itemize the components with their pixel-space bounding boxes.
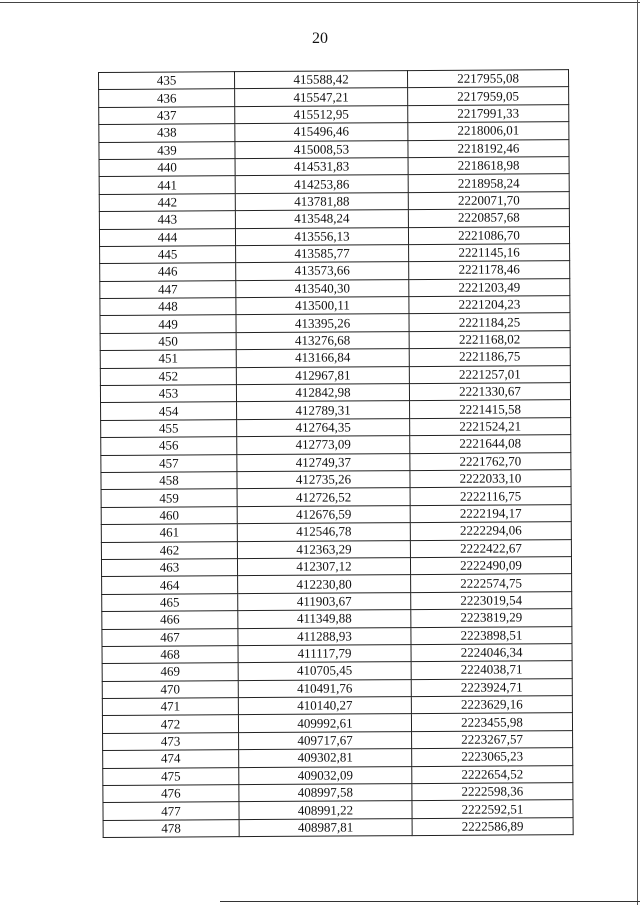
x-coordinate-cell: 412676,59 <box>237 505 410 523</box>
y-coordinate-cell: 2221257,01 <box>409 365 570 383</box>
point-number-cell: 471 <box>102 698 238 716</box>
point-number-cell: 450 <box>100 333 236 351</box>
point-number-cell: 459 <box>101 489 237 507</box>
x-coordinate-cell: 415547,21 <box>235 88 408 106</box>
y-coordinate-cell: 2221524,21 <box>410 417 571 435</box>
y-coordinate-cell: 2222586,89 <box>412 817 573 835</box>
x-coordinate-cell: 412726,52 <box>237 488 410 506</box>
y-coordinate-cell: 2224038,71 <box>411 661 572 679</box>
point-number-cell: 456 <box>101 437 237 455</box>
x-coordinate-cell: 412749,37 <box>237 453 410 471</box>
point-number-cell: 454 <box>101 402 237 420</box>
coordinates-table-wrapper <box>98 69 574 838</box>
point-number-cell: 449 <box>100 315 236 333</box>
point-number-cell: 476 <box>103 785 239 803</box>
x-coordinate-cell: 411288,93 <box>238 627 411 645</box>
x-coordinate-cell: 412307,12 <box>237 558 410 576</box>
x-coordinate-cell: 413548,24 <box>235 210 408 228</box>
point-number-cell: 461 <box>101 524 237 542</box>
x-coordinate-cell: 415512,95 <box>235 105 408 123</box>
y-coordinate-cell: 2221186,75 <box>409 348 570 366</box>
point-number-cell: 455 <box>101 419 237 437</box>
y-coordinate-cell: 2218958,24 <box>408 174 569 192</box>
x-coordinate-cell: 412230,80 <box>238 575 411 593</box>
point-number-cell: 467 <box>102 628 238 646</box>
point-number-cell: 457 <box>101 454 237 472</box>
y-coordinate-cell: 2222294,06 <box>410 522 571 540</box>
x-coordinate-cell: 408997,58 <box>239 784 412 802</box>
x-coordinate-cell: 413166,84 <box>236 349 409 367</box>
point-number-cell: 440 <box>99 159 235 177</box>
y-coordinate-cell: 2222592,51 <box>412 800 573 818</box>
point-number-cell: 438 <box>99 124 235 142</box>
x-coordinate-cell: 415008,53 <box>235 140 408 158</box>
point-number-cell: 437 <box>99 106 235 124</box>
x-coordinate-cell: 411117,79 <box>238 644 411 662</box>
x-coordinate-cell: 410705,45 <box>238 662 411 680</box>
y-coordinate-cell: 2221184,25 <box>409 313 570 331</box>
x-coordinate-cell: 413500,11 <box>236 297 409 315</box>
x-coordinate-cell: 415496,46 <box>235 123 408 141</box>
point-number-cell: 477 <box>103 802 239 820</box>
point-number-cell: 463 <box>101 559 237 577</box>
point-number-cell: 443 <box>99 211 235 229</box>
y-coordinate-cell: 2223267,57 <box>412 730 573 748</box>
x-coordinate-cell: 412764,35 <box>237 418 410 436</box>
point-number-cell: 469 <box>102 663 238 681</box>
x-coordinate-cell: 411349,88 <box>238 610 411 628</box>
x-coordinate-cell: 409032,09 <box>239 766 412 784</box>
x-coordinate-cell: 412735,26 <box>237 471 410 489</box>
x-coordinate-cell: 412842,98 <box>236 384 409 402</box>
x-coordinate-cell: 413276,68 <box>236 331 409 349</box>
x-coordinate-cell: 412967,81 <box>236 366 409 384</box>
y-coordinate-cell: 2217955,08 <box>407 70 568 88</box>
x-coordinate-cell: 414531,83 <box>235 158 408 176</box>
x-coordinate-cell: 412789,31 <box>237 401 410 419</box>
point-number-cell: 451 <box>100 350 236 368</box>
y-coordinate-cell: 2222422,67 <box>410 539 571 557</box>
y-coordinate-cell: 2221204,23 <box>409 296 570 314</box>
page-edge-bottom <box>220 901 640 902</box>
point-number-cell: 452 <box>100 367 236 385</box>
point-number-cell: 441 <box>99 176 235 194</box>
y-coordinate-cell: 2221644,08 <box>410 435 571 453</box>
point-number-cell: 464 <box>102 576 238 594</box>
y-coordinate-cell: 2221086,70 <box>408 226 569 244</box>
point-number-cell: 462 <box>101 541 237 559</box>
y-coordinate-cell: 2218006,01 <box>408 122 569 140</box>
point-number-cell: 468 <box>102 646 238 664</box>
y-coordinate-cell: 2221168,02 <box>409 330 570 348</box>
x-coordinate-cell: 413781,88 <box>235 192 408 210</box>
y-coordinate-cell: 2221145,16 <box>409 244 570 262</box>
point-number-cell: 436 <box>99 89 235 107</box>
point-number-cell: 453 <box>100 385 236 403</box>
x-coordinate-cell: 411903,67 <box>238 592 411 610</box>
x-coordinate-cell: 413556,13 <box>235 227 408 245</box>
x-coordinate-cell: 408991,22 <box>239 801 412 819</box>
x-coordinate-cell: 415588,42 <box>235 71 408 89</box>
point-number-cell: 460 <box>101 506 237 524</box>
point-number-cell: 439 <box>99 141 235 159</box>
y-coordinate-cell: 2222194,17 <box>410 504 571 522</box>
x-coordinate-cell: 413573,66 <box>236 262 409 280</box>
point-number-cell: 447 <box>100 280 236 298</box>
point-number-cell: 442 <box>99 193 235 211</box>
y-coordinate-cell: 2221178,46 <box>409 261 570 279</box>
y-coordinate-cell: 2218192,46 <box>408 139 569 157</box>
y-coordinate-cell: 2218618,98 <box>408 157 569 175</box>
point-number-cell: 448 <box>100 298 236 316</box>
y-coordinate-cell: 2220071,70 <box>408 191 569 209</box>
x-coordinate-cell: 410140,27 <box>238 697 411 715</box>
y-coordinate-cell: 2222490,09 <box>410 557 571 575</box>
x-coordinate-cell: 413395,26 <box>236 314 409 332</box>
y-coordinate-cell: 2222654,52 <box>412 765 573 783</box>
x-coordinate-cell: 409717,67 <box>239 731 412 749</box>
y-coordinate-cell: 2221330,67 <box>409 383 570 401</box>
y-coordinate-cell: 2223065,23 <box>412 748 573 766</box>
y-coordinate-cell: 2222598,36 <box>412 783 573 801</box>
point-number-cell: 458 <box>101 472 237 490</box>
y-coordinate-cell: 2223924,71 <box>411 678 572 696</box>
y-coordinate-cell: 2220857,68 <box>408 209 569 227</box>
y-coordinate-cell: 2223629,16 <box>411 696 572 714</box>
x-coordinate-cell: 414253,86 <box>235 175 408 193</box>
point-number-cell: 474 <box>103 750 239 768</box>
x-coordinate-cell: 409302,81 <box>239 749 412 767</box>
y-coordinate-cell: 2217991,33 <box>408 104 569 122</box>
y-coordinate-cell: 2221762,70 <box>410 452 571 470</box>
y-coordinate-cell: 2223455,98 <box>411 713 572 731</box>
point-number-cell: 435 <box>99 72 235 90</box>
point-number-cell: 446 <box>100 263 236 281</box>
point-number-cell: 475 <box>103 767 239 785</box>
point-number-cell: 465 <box>102 593 238 611</box>
y-coordinate-cell: 2223819,29 <box>411 609 572 627</box>
page-edge-right <box>637 0 638 905</box>
x-coordinate-cell: 412546,78 <box>237 523 410 541</box>
coordinates-table <box>98 69 574 838</box>
y-coordinate-cell: 2222574,75 <box>411 574 572 592</box>
y-coordinate-cell: 2222116,75 <box>410 487 571 505</box>
x-coordinate-cell: 412773,09 <box>237 436 410 454</box>
x-coordinate-cell: 409992,61 <box>238 714 411 732</box>
y-coordinate-cell: 2221203,49 <box>409 278 570 296</box>
point-number-cell: 478 <box>103 819 239 837</box>
page-number: 20 <box>312 30 328 47</box>
y-coordinate-cell: 2223019,54 <box>411 591 572 609</box>
x-coordinate-cell: 410491,76 <box>238 679 411 697</box>
point-number-cell: 445 <box>100 246 236 264</box>
point-number-cell: 473 <box>103 732 239 750</box>
x-coordinate-cell: 408987,81 <box>239 818 412 836</box>
page-edge-top <box>0 2 640 3</box>
x-coordinate-cell: 413540,30 <box>236 279 409 297</box>
x-coordinate-cell: 413585,77 <box>236 245 409 263</box>
table-row <box>103 817 573 837</box>
y-coordinate-cell: 2217959,05 <box>408 87 569 105</box>
y-coordinate-cell: 2222033,10 <box>410 470 571 488</box>
y-coordinate-cell: 2224046,34 <box>411 644 572 662</box>
point-number-cell: 472 <box>102 715 238 733</box>
point-number-cell: 444 <box>99 228 235 246</box>
point-number-cell: 470 <box>102 680 238 698</box>
y-coordinate-cell: 2223898,51 <box>411 626 572 644</box>
x-coordinate-cell: 412363,29 <box>237 540 410 558</box>
coordinates-table-body <box>99 70 574 838</box>
y-coordinate-cell: 2221415,58 <box>410 400 571 418</box>
point-number-cell: 466 <box>102 611 238 629</box>
